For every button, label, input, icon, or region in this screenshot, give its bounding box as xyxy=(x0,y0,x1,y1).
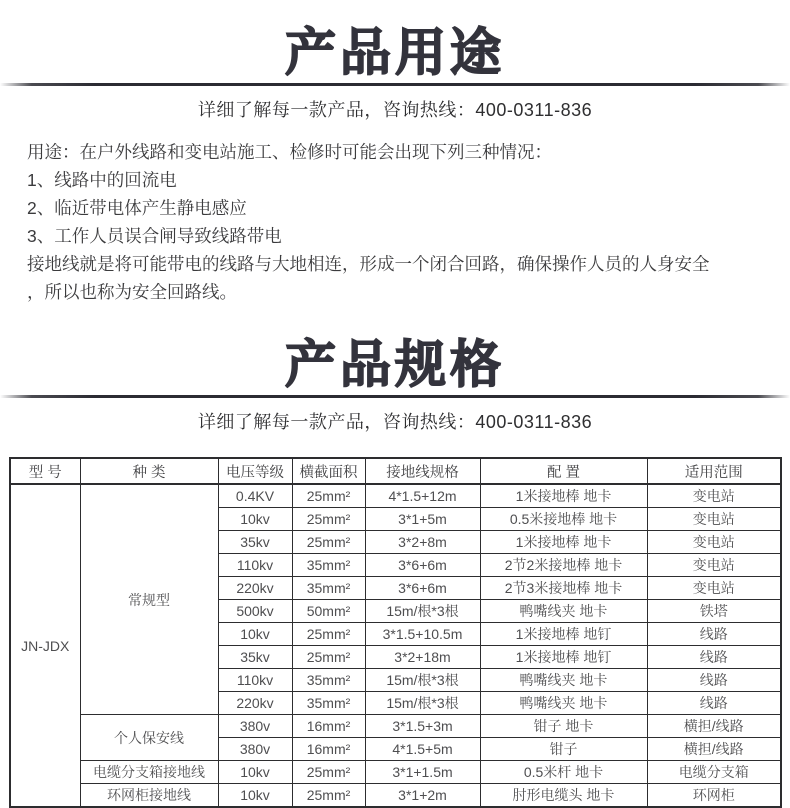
spec-cell: 3*1+5m xyxy=(365,508,480,531)
area-cell: 25mm² xyxy=(292,623,365,646)
area-cell: 35mm² xyxy=(292,669,365,692)
area-cell: 16mm² xyxy=(292,738,365,761)
area-cell: 35mm² xyxy=(292,554,365,577)
area-cell: 25mm² xyxy=(292,531,365,554)
area-cell: 50mm² xyxy=(292,600,365,623)
area-cell: 35mm² xyxy=(292,692,365,715)
range-cell: 横担/线路 xyxy=(647,738,781,761)
area-cell: 25mm² xyxy=(292,508,365,531)
usage-summary-line-2: ，所以也称为安全回路线。 xyxy=(27,282,237,302)
kind-cell: 电缆分支箱接地线 xyxy=(80,761,218,784)
range-cell: 变电站 xyxy=(647,577,781,600)
voltage-cell: 10kv xyxy=(218,508,292,531)
spec-cell: 3*1.5+10.5m xyxy=(365,623,480,646)
usage-paragraph xyxy=(27,138,764,306)
spec-cell: 3*1.5+3m xyxy=(365,715,480,738)
range-cell: 变电站 xyxy=(647,531,781,554)
config-cell: 0.5米接地棒 地卡 xyxy=(480,508,647,531)
range-cell: 变电站 xyxy=(647,508,781,531)
header-range: 适用范围 xyxy=(647,458,781,484)
usage-intro-line: 用途：在户外线路和变电站施工、检修时可能会出现下列三种情况： xyxy=(27,142,552,162)
usage-case-3: 3、工作人员误合闸导致线路带电 xyxy=(27,226,282,246)
voltage-cell: 220kv xyxy=(218,692,292,715)
spec-cell: 3*6+6m xyxy=(365,577,480,600)
config-cell: 钳子 xyxy=(480,738,647,761)
voltage-cell: 10kv xyxy=(218,784,292,808)
spec-cell: 3*1+2m xyxy=(365,784,480,808)
kind-cell: 常规型 xyxy=(80,484,218,715)
range-cell: 线路 xyxy=(647,623,781,646)
usage-hotline-subtitle: 详细了解每一款产品，咨询热线：400-0311-836 xyxy=(197,100,593,120)
kind-cell: 个人保安线 xyxy=(80,715,218,761)
range-cell: 线路 xyxy=(647,692,781,715)
header-spec: 接地线规格 xyxy=(365,458,480,484)
range-cell: 线路 xyxy=(647,646,781,669)
spec-cell: 15m/根*3根 xyxy=(365,669,480,692)
header-area: 横截面积 xyxy=(292,458,365,484)
spec-cell: 15m/根*3根 xyxy=(365,600,480,623)
spec-cell: 4*1.5+12m xyxy=(365,484,480,508)
voltage-cell: 110kv xyxy=(218,669,292,692)
voltage-cell: 220kv xyxy=(218,577,292,600)
voltage-cell: 380v xyxy=(218,738,292,761)
usage-section-title: 产品用途 xyxy=(284,24,505,81)
config-cell: 钳子 地卡 xyxy=(480,715,647,738)
config-cell: 1米接地棒 地卡 xyxy=(480,484,647,508)
header-config: 配 置 xyxy=(480,458,647,484)
config-cell: 1米接地棒 地卡 xyxy=(480,531,647,554)
spec-table-row xyxy=(10,484,781,508)
spec-cell: 15m/根*3根 xyxy=(365,692,480,715)
kind-cell: 环网柜接地线 xyxy=(80,784,218,808)
range-cell: 环网柜 xyxy=(647,784,781,808)
spec-table-row xyxy=(10,761,781,784)
spec-cell: 3*2+18m xyxy=(365,646,480,669)
config-cell: 1米接地棒 地钉 xyxy=(480,623,647,646)
usage-title-divider xyxy=(0,83,790,86)
spec-section-title: 产品规格 xyxy=(284,336,505,393)
range-cell: 变电站 xyxy=(647,554,781,577)
area-cell: 35mm² xyxy=(292,577,365,600)
config-cell: 0.5米杆 地卡 xyxy=(480,761,647,784)
voltage-cell: 500kv xyxy=(218,600,292,623)
voltage-cell: 35kv xyxy=(218,646,292,669)
header-kind: 种 类 xyxy=(80,458,218,484)
spec-title-divider xyxy=(0,395,790,398)
area-cell: 25mm² xyxy=(292,646,365,669)
config-cell: 鸭嘴线夹 地卡 xyxy=(480,669,647,692)
area-cell: 16mm² xyxy=(292,715,365,738)
config-cell: 1米接地棒 地钉 xyxy=(480,646,647,669)
header-model: 型 号 xyxy=(10,458,80,484)
model-cell: JN-JDX xyxy=(10,484,80,807)
config-cell: 鸭嘴线夹 地卡 xyxy=(480,692,647,715)
spec-section xyxy=(0,306,790,808)
area-cell: 25mm² xyxy=(292,761,365,784)
range-cell: 横担/线路 xyxy=(647,715,781,738)
range-cell: 电缆分支箱 xyxy=(647,761,781,784)
voltage-cell: 380v xyxy=(218,715,292,738)
voltage-cell: 110kv xyxy=(218,554,292,577)
usage-summary-line-1: 接地线就是将可能带电的线路与大地相连，形成一个闭合回路，确保操作人员的人身安全 xyxy=(27,254,710,274)
spec-table-row xyxy=(10,784,781,808)
spec-cell: 3*2+8m xyxy=(365,531,480,554)
config-cell: 肘形电缆头 地卡 xyxy=(480,784,647,808)
range-cell: 铁塔 xyxy=(647,600,781,623)
config-cell: 鸭嘴线夹 地卡 xyxy=(480,600,647,623)
spec-cell: 3*6+6m xyxy=(365,554,480,577)
spec-table-body xyxy=(10,484,781,807)
voltage-cell: 10kv xyxy=(218,623,292,646)
range-cell: 线路 xyxy=(647,669,781,692)
spec-cell: 4*1.5+5m xyxy=(365,738,480,761)
voltage-cell: 35kv xyxy=(218,531,292,554)
usage-case-2: 2、临近带电体产生静电感应 xyxy=(27,198,247,218)
config-cell: 2节2米接地棒 地卡 xyxy=(480,554,647,577)
voltage-cell: 0.4KV xyxy=(218,484,292,508)
spec-cell: 3*1+1.5m xyxy=(365,761,480,784)
usage-case-1: 1、线路中的回流电 xyxy=(27,170,177,190)
range-cell: 变电站 xyxy=(647,484,781,508)
spec-hotline-subtitle: 详细了解每一款产品，咨询热线：400-0311-836 xyxy=(197,412,593,432)
spec-table-header xyxy=(10,458,781,484)
spec-table-header-row xyxy=(10,458,781,484)
spec-table-row xyxy=(10,715,781,738)
spec-table xyxy=(9,457,782,808)
area-cell: 25mm² xyxy=(292,784,365,808)
voltage-cell: 10kv xyxy=(218,761,292,784)
usage-section xyxy=(0,0,790,306)
header-voltage: 电压等级 xyxy=(218,458,292,484)
config-cell: 2节3米接地棒 地卡 xyxy=(480,577,647,600)
area-cell: 25mm² xyxy=(292,484,365,508)
